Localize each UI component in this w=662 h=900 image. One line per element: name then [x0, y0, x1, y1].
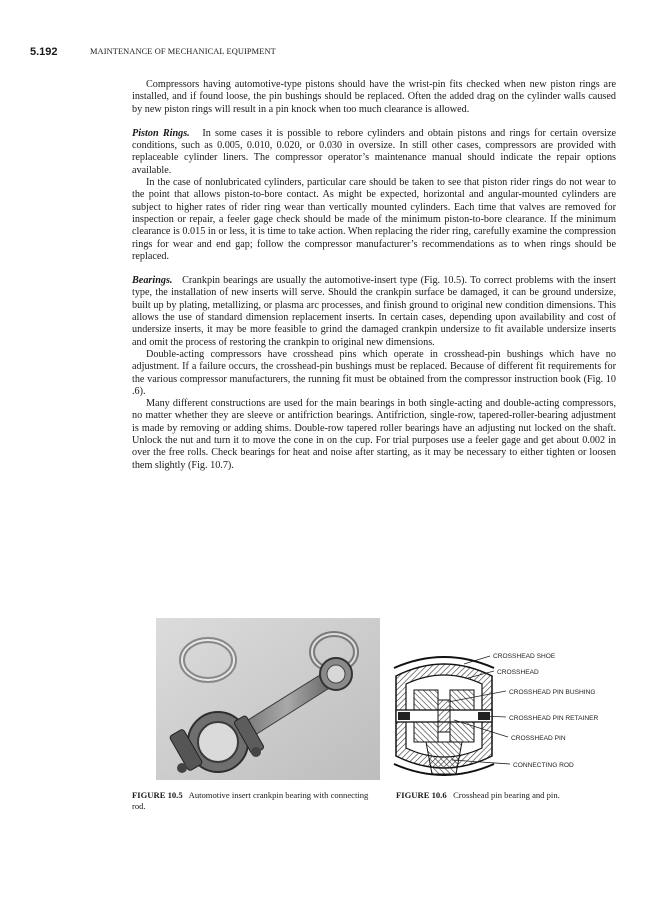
paragraph-double-acting: Double-acting compressors have crosshead pins which operate in crosshead-pin bushings which have no adjustment. If a failure occurs, the crosshead-pin bushings must be replaced. Because of different fit requirements for the various compressor manufacturers, the running fit must be obtained from the compressor instruction book (Fig. 10 .6). — [132, 348, 616, 397]
callout-connecting-rod: CONNECTING ROD — [513, 762, 574, 769]
callout-crosshead-pin: CROSSHEAD PIN — [511, 735, 566, 742]
callout-crosshead-pin-bushing: CROSSHEAD PIN BUSHING — [509, 689, 596, 696]
heading-piston-rings: Piston Rings. — [132, 127, 190, 139]
callout-crosshead-shoe: CROSSHEAD SHOE — [493, 653, 556, 660]
running-title: MAINTENANCE OF MECHANICAL EQUIPMENT — [90, 47, 276, 56]
page-number: 5.192 — [30, 46, 58, 58]
crosshead-diagram — [384, 640, 624, 780]
figure-10-6-label: FIGURE 10.6 — [396, 790, 447, 800]
callout-crosshead: CROSSHEAD — [497, 669, 539, 676]
paragraph-piston-rings: Piston Rings. In some cases it is possible to rebore cylinders and obtain pistons and rings for certain oversize conditions, such as 0.005, 0.010, 0.020, or 0.030 in oversize. In still other cases, compressors are provided with replaceable cylinder liners. The compressor operator’s maintenance manual should indicate the repair options available. — [132, 127, 616, 176]
paragraph-wrist-pin: Compressors having automotive-type pistons should have the wrist-pin fits checked when new piston rings are installed, and if found loose, the pin bushings should be replaced. Often the added drag on the cylinder walls caused by new piston rings will result in a pin knock when too much clearance is allowed. — [132, 79, 616, 115]
figure-10-5-label: FIGURE 10.5 — [132, 790, 183, 800]
figure-10-6-caption: FIGURE 10.6 Crosshead pin bearing and pin. — [396, 790, 560, 800]
figure-10-5-caption: FIGURE 10.5 Automotive insert crankpin bearing with connecting rod. — [132, 790, 369, 811]
callout-crosshead-pin-retainer: CROSSHEAD PIN RETAINER — [509, 715, 599, 722]
body-text — [132, 79, 616, 472]
paragraph-main-bearings: Many different constructions are used for the main bearings in both single-acting and double-acting compressors, no matter whether they are sleeve or antifriction bearings. Antifriction, single-row, tapered-roller-bearing adjustment is made by removing or adding shims. Double-row tapered roller bearings have an adjusting nut locked on the shaft. Unlock the nut and turn it to move the cone in on the cup. For trial purposes use a feeler gage and get about 0.002 in over the free rolls. Check bearings for heat and noise after starting, as it may be necessary to either tighten or loosen them slightly (Fig. 10.7). — [132, 398, 616, 471]
page-header — [30, 46, 630, 60]
paragraph-bearings: Bearings. Crankpin bearings are usually the automotive-insert type (Fig. 10.5). To correct problems with the insert type, the installation of new inserts will serve. Should the crankpin surface be damaged, it can be ground undersize, built up by plating, metallizing, or plasma arc processes, and finish ground to original new condition dimensions. This allows the use of standard dimension replacement inserts. In certain cases, depending upon availability and cost of undersize inserts, it may be more feasible to grind the damaged crankpin undersize to fit available undersize inserts and omit the process of restoring the crankpin to original new dimensions. — [132, 275, 617, 348]
paragraph-nonlubricated: In the case of nonlubricated cylinders, particular care should be taken to see that piston rider rings do not wear to the point that allows piston-to-bore contact. As might be expected, horizontal and angular-mounted cylinders are subject to higher rates of rider ring wear than vertically mounted cylinders. Each time that valves are removed for inspection or repair, a feeler gage check should be made of the minimum piston-to-bore clearance. If the minimum clearance is 0.015 in or less, it is time to take action. When replacing the rider ring, carefully examine the compression rings for wear and end gap; follow the compressor manufacturer’s recommendations as to when rings should be replaced. — [132, 177, 616, 262]
connecting-rod-photo — [156, 618, 380, 780]
heading-bearings: Bearings. — [132, 275, 173, 287]
